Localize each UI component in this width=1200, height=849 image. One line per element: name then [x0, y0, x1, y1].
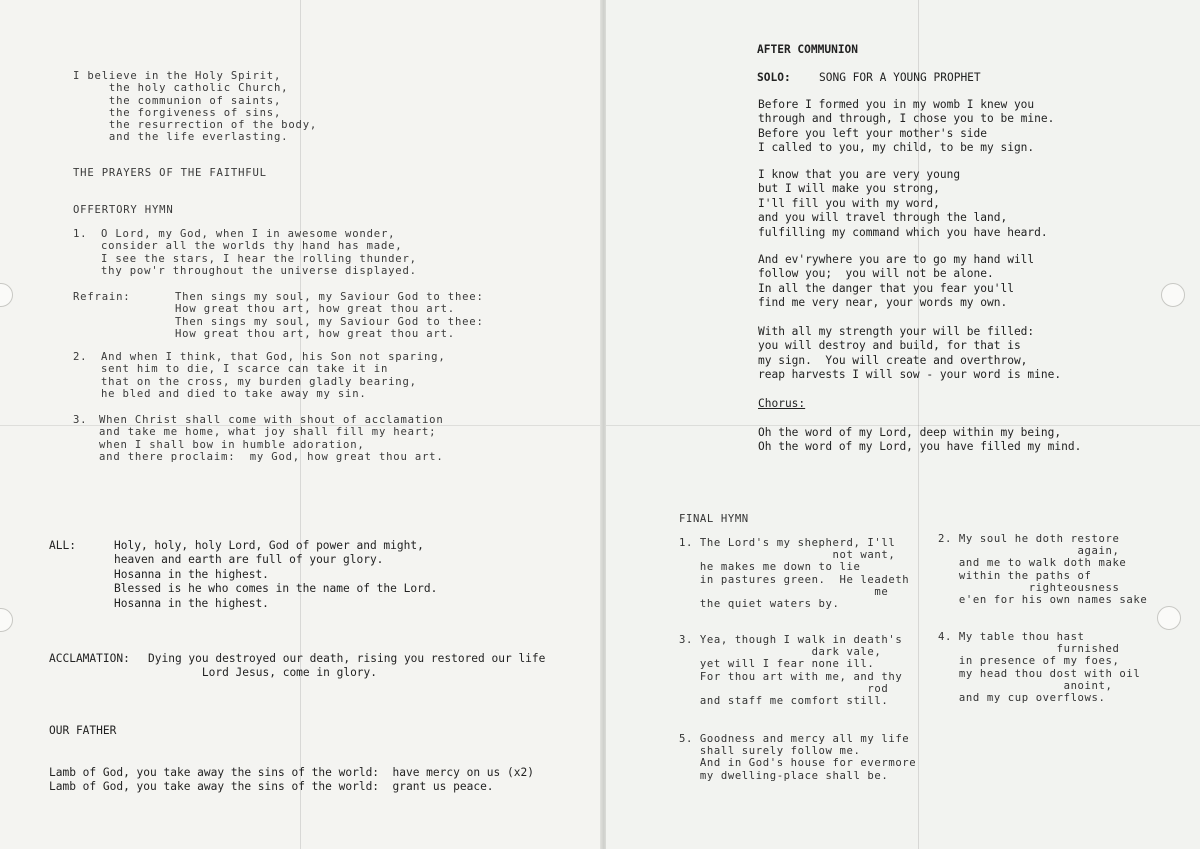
punch-hole [1161, 283, 1185, 307]
chorus-label: Chorus: [758, 397, 806, 410]
final-hymn-verse-4: 4. My table thou hast furnished in presence of my foes, my head thou dost with oil anoint, and my cup overflows. [938, 631, 1141, 705]
punch-hole [1157, 606, 1181, 630]
acclamation-label: ACCLAMATION: [49, 652, 130, 665]
hymn-verse-1: O Lord, my God, when I in awesome wonder, consider all the worlds thy hand has made, I see the stars, I hear the rolling thunder, thy pow'r throughout the universe displayed. [101, 228, 417, 277]
song-stanza-2: I know that you are very young but I will make you strong, I'll fill you with my word, and you will travel through the land, fulfilling my command which you have heard. [758, 168, 1048, 239]
creed-text: I believe in the Holy Spirit, the holy catholic Church, the communion of saints, the forgiveness of sins, the resurrection of the body, and the life everlasting. [73, 70, 318, 144]
right-page [606, 0, 1200, 849]
hymn-verse-2: And when I think, that God, his Son not sparing, sent him to die, I scarce can take it in that on the cross, my burden gladly bearing, he bled and died to take away my sin. [101, 351, 446, 400]
offertory-heading: OFFERTORY HYMN [73, 204, 174, 216]
final-hymn-verse-3: 3. Yea, though I walk in death's dark vale, yet will I fear none ill. For thou art with me, and thy rod and staff me comfort still. [679, 634, 903, 708]
acclamation-text: Dying you destroyed our death, rising you restored our life Lord Jesus, come in glory. [148, 652, 546, 680]
sanctus-text: Holy, holy, holy Lord, God of power and might, heaven and earth are full of your glory. Hosanna in the highest. Blessed is he who comes in the name of the Lord. Hosanna in the highest. [114, 539, 438, 610]
verse-number: 3. [73, 414, 88, 426]
our-father-heading: OUR FATHER [49, 724, 117, 737]
solo-title: SONG FOR A YOUNG PROPHET [819, 71, 981, 84]
lamb-of-god-line: Lamb of God, you take away the sins of the world: have mercy on us (x2) [49, 766, 534, 779]
punch-hole [0, 608, 13, 632]
verse-number: 2. [73, 351, 88, 363]
song-stanza-1: Before I formed you in my womb I knew you through and through, I chose you to be mine. Before you left your mother's side I called to you, my child, to be my sign. [758, 98, 1055, 155]
lamb-of-god-line: Lamb of God, you take away the sins of the world: grant us peace. [49, 780, 494, 793]
hymn-verse-3: When Christ shall come with shout of acclamation and take me home, what joy shall fill my heart; when I shall bow in humble adoration, and there proclaim: my God, how great thou art. [99, 414, 444, 463]
solo-label: SOLO: [757, 71, 791, 84]
final-hymn-verse-1: 1. The Lord's my shepherd, I'll not want, he makes me down to lie in pastures green. He leadeth me the quiet waters by. [679, 537, 910, 611]
all-label: ALL: [49, 539, 76, 552]
chorus-text: Oh the word of my Lord, deep within my being, Oh the word of my Lord, you have filled my mind. [758, 426, 1082, 454]
song-stanza-4: With all my strength your will be filled: you will destroy and build, for that is my sign. You will create and overthrow, reap harvests I will sow - your word is mine. [758, 325, 1062, 382]
punch-hole [0, 283, 13, 307]
after-communion-heading: AFTER COMMUNION [757, 43, 859, 56]
verse-number: 1. [73, 228, 88, 240]
final-hymn-verse-2: 2. My soul he doth restore again, and me to walk doth make within the paths of righteousness e'en for his own names sake [938, 533, 1148, 607]
refrain-label: Refrain: [73, 291, 131, 303]
song-stanza-3: And ev'rywhere you are to go my hand will follow you; you will not be alone. In all the danger that you fear you'll find me very near, your words my own. [758, 253, 1035, 310]
final-hymn-verse-5: 5. Goodness and mercy all my life shall surely follow me. And in God's house for evermore my dwelling-place shall be. [679, 733, 917, 782]
refrain-text: Then sings my soul, my Saviour God to thee: How great thou art, how great thou art. Then sings my soul, my Saviour God to thee: How great thou art, how great thou art. [175, 291, 484, 340]
prayers-heading: THE PRAYERS OF THE FAITHFUL [73, 167, 267, 179]
final-hymn-heading: FINAL HYMN [679, 513, 749, 525]
